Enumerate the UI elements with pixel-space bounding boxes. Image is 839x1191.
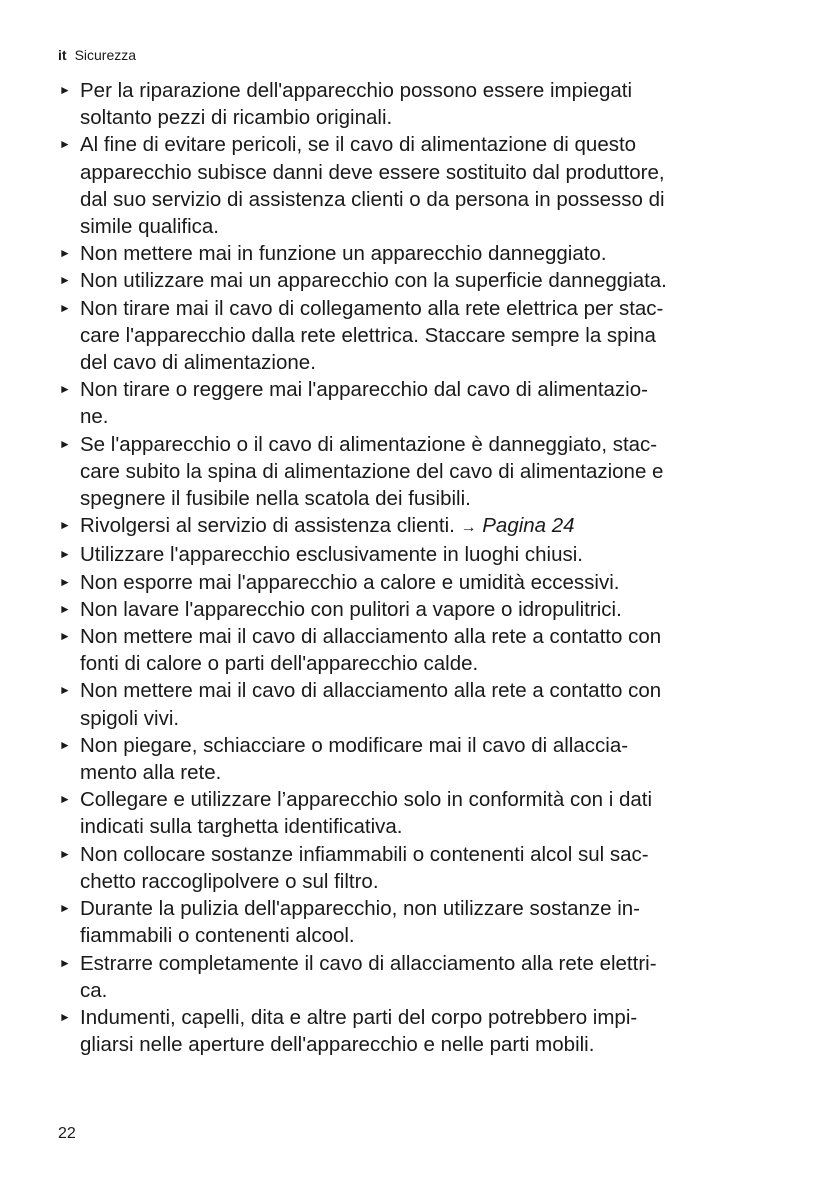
item-text-line: chetto raccoglipolvere o sul filtro.: [80, 869, 379, 893]
item-text-line: simile qualifica.: [80, 215, 219, 239]
item-text-line: Non mettere mai il cavo di allacciamento alla rete a contatto con: [80, 625, 662, 649]
bullet-arrow-icon: ►: [59, 246, 71, 261]
item-text-line: Se l'apparecchio o il cavo di alimentazione è danneggiato, stac-: [80, 432, 658, 456]
list-item: [58, 512, 793, 541]
bullet-arrow-icon: ►: [59, 574, 71, 589]
item-text-line: Per la riparazione dell'apparecchio possono essere impiegati: [80, 79, 633, 102]
bullet-arrow-icon: ►: [59, 300, 71, 315]
bullet-arrow-icon: ►: [59, 137, 71, 152]
item-text-line: Non piegare, schiacciare o modificare mai il cavo di allaccia-: [80, 733, 629, 757]
list-item: [58, 131, 793, 240]
list-item: [58, 295, 793, 377]
item-text-line: dal suo servizio di assistenza clienti o da persona in possesso di: [80, 187, 665, 211]
item-text-line: del cavo di alimentazione.: [80, 351, 316, 375]
item-text-line: Non collocare sostanze infiammabili o contenenti alcol sul sac-: [80, 842, 649, 866]
bullet-arrow-icon: ►: [59, 901, 71, 916]
safety-instructions-list: [58, 77, 793, 1058]
page-number: 22: [58, 1125, 76, 1142]
item-text-line: spegnere il fusibile nella scatola dei fusibili.: [80, 487, 471, 511]
bullet-arrow-icon: ►: [59, 436, 71, 451]
bullet-arrow-icon: ►: [59, 273, 71, 288]
bullet-arrow-icon: ►: [59, 518, 71, 533]
bullet-arrow-icon: ►: [59, 955, 71, 970]
item-text-line: gliarsi nelle aperture dell'apparecchio e nelle parti mobili.: [80, 1033, 595, 1057]
running-header: [58, 45, 136, 65]
bullet-arrow-icon: ►: [59, 83, 71, 97]
bullet-arrow-icon: ►: [59, 683, 71, 698]
item-text-line: spigoli vivi.: [80, 706, 180, 730]
cross-reference-arrow-icon: →: [460, 519, 477, 537]
item-text-line: soltanto pezzi di ricambio originali.: [80, 106, 393, 130]
item-text-line: fonti di calore o parti dell'apparecchio calde.: [80, 652, 479, 676]
bullet-arrow-icon: ►: [59, 382, 71, 397]
item-text-line: indicati sulla targhetta identificativa.: [80, 815, 403, 839]
item-text-line: Rivolgersi al servizio di assistenza clienti. → Pagina 24: [80, 514, 575, 538]
list-item: [58, 677, 793, 731]
bullet-arrow-icon: ►: [59, 846, 71, 861]
list-item: [58, 267, 793, 294]
list-item: [58, 376, 793, 430]
item-text-line: Al fine di evitare pericoli, se il cavo di alimentazione di questo: [80, 133, 637, 157]
section-title: Sicurezza: [74, 47, 137, 63]
page-reference-link[interactable]: Pagina 24: [482, 514, 575, 538]
item-text-line: ne.: [80, 405, 109, 429]
bullet-arrow-icon: ►: [59, 601, 71, 616]
bullet-arrow-icon: ►: [59, 629, 71, 644]
bullet-arrow-icon: ►: [59, 1009, 71, 1024]
item-text-line: mento alla rete.: [80, 761, 222, 785]
item-text-line: Durante la pulizia dell'apparecchio, non utilizzare sostanze in-: [80, 897, 641, 921]
item-text-line: Collegare e utilizzare l’apparecchio solo in conformità con i dati: [80, 788, 653, 812]
list-item: [58, 895, 793, 949]
item-text-line: Utilizzare l'apparecchio esclusivamente in luoghi chiusi.: [80, 543, 583, 567]
item-text-line: care subito la spina di alimentazione del cavo di alimentazione e: [80, 459, 664, 483]
list-item: [58, 541, 793, 568]
item-text-line: apparecchio subisce danni deve essere sostituito dal produttore,: [80, 160, 665, 184]
language-code: it: [58, 47, 67, 63]
item-text-line: ca.: [80, 978, 108, 1002]
list-item: [58, 950, 793, 1004]
list-item: [58, 240, 793, 267]
item-text-line: Non utilizzare mai un apparecchio con la superficie danneggiata.: [80, 269, 667, 293]
list-item: [58, 77, 793, 131]
item-text-line: care l'apparecchio dalla rete elettrica. Staccare sempre la spina: [80, 323, 656, 347]
list-item: [58, 1004, 793, 1058]
item-text-line: Non mettere mai il cavo di allacciamento alla rete a contatto con: [80, 679, 662, 703]
list-item: [58, 431, 793, 513]
list-item: [58, 786, 793, 840]
item-text-line: Non mettere mai in funzione un apparecchio danneggiato.: [80, 242, 607, 266]
bullet-arrow-icon: ►: [59, 792, 71, 807]
list-item: [58, 596, 793, 623]
item-text-line: Indumenti, capelli, dita e altre parti del corpo potrebbero impi-: [80, 1005, 638, 1029]
list-item: [58, 623, 793, 677]
item-text-line: Non lavare l'apparecchio con pulitori a vapore o idropulitrici.: [80, 597, 622, 621]
item-text-line: Non tirare mai il cavo di collegamento alla rete elettrica per stac-: [80, 296, 664, 320]
item-text-line: Non tirare o reggere mai l'apparecchio dal cavo di alimentazio-: [80, 378, 648, 402]
list-item: [58, 841, 793, 895]
item-text-line: Non esporre mai l'apparecchio a calore e umidità eccessivi.: [80, 570, 620, 594]
list-item: [58, 732, 793, 786]
item-text-line: fiammabili o contenenti alcool.: [80, 924, 355, 948]
list-item: [58, 569, 793, 596]
bullet-arrow-icon: ►: [59, 737, 71, 752]
item-text-line: Estrarre completamente il cavo di allacciamento alla rete elettri-: [80, 951, 657, 975]
bullet-arrow-icon: ►: [59, 547, 71, 562]
